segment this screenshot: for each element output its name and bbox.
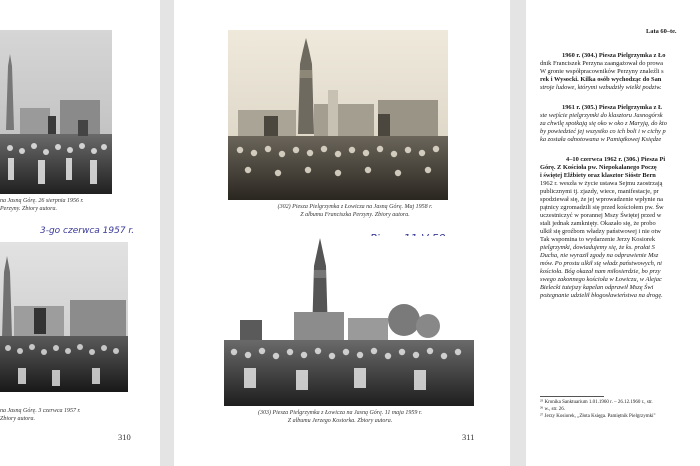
text-line: za chwilę spotkają się oko w oko z Maryją, do kto — [540, 120, 667, 127]
footnote: ²⁵ Kronika Sanktuarium 1.01.1960 r. – 26.12.1960 r., str. — [540, 400, 653, 405]
text-line: pątnicy zgromadzili się przed kościołem pw. Św — [540, 204, 664, 211]
footnote: ²⁶ w., str. 26. — [540, 407, 566, 412]
running-header: Lata 60–te. — [646, 28, 677, 35]
photo-pilgrimage-1958 — [228, 30, 448, 200]
gutter-right — [510, 0, 526, 466]
left-handwriting: 3-go czerwca 1957 r. — [40, 226, 135, 236]
footnote-rule — [540, 396, 604, 397]
left-caption-bottom: na Jasną Górę. 3 czerwca 1957 r. Zbiory autora. — [0, 408, 81, 422]
text-line: W gronie współpracowników Perzyny znaleźli s — [540, 68, 664, 75]
text-line: ka została odnotowana w Pamiątkowej Księdze — [540, 136, 662, 143]
text-line: pożegnanie udzielił błogosławieństwa na drogę. — [540, 292, 663, 299]
photo-pilgrimage-1956 — [0, 30, 112, 194]
middle-caption-top: (302) Piesza Pielgrzymka z Łowicza na Jasną Górę. Maj 1958 r. Z albumu Franciszka Perzyny. Zbiory autora. — [277, 204, 433, 218]
middle-caption-bottom: (303) Piesza Pielgrzymka z Łowicza na Jasną Górę. 11 maja 1959 r. Z albumu Jerzego Kosiorka. Zbiory autora. — [257, 410, 423, 424]
text-line: dnik Franciszek Perzyna zaangażował do prowa — [540, 60, 663, 67]
text-line: 1962 r. weszła w życie ustawa Sejmu zaostrzają — [540, 180, 663, 187]
gutter-left — [160, 0, 174, 466]
page-number-311: 311 — [462, 432, 475, 442]
text-line: Ducha, nie wyraził zgody na odprawienie Msz — [540, 252, 659, 259]
text-line: swego zakonnego kościoła w Łowiczu, w Alejac — [540, 276, 662, 283]
text-line: 4–10 czerwca 1962 r. (306.) Piesza Pi — [566, 156, 666, 163]
text-line: stroje ludowe, którymi wzbudziły wielki podziw. — [540, 84, 662, 91]
text-line: by powiedzieć jej wszystko co ich boli i w cichy p — [540, 128, 666, 135]
text-line: i świętej Elżbiety oraz klasztor Sióstr Bern — [540, 172, 656, 179]
text-line: pielgrzymki, dowiadujemy się, że ks. prałat S — [540, 244, 655, 251]
text-line: rek i Wysocki. Kilka osób wychodząc do San — [540, 76, 662, 83]
text-line: spodziewał się, że jej wprowadzenie wpłynie na — [540, 196, 663, 203]
text-line: mów. Po prostu ulkił się władz państwowych, ni — [540, 260, 662, 267]
text-line: kościoła. Bóg okazał nam miłosierdzie, bo przy — [540, 268, 661, 275]
text-line: 1961 r. (305.) Piesza Pielgrzymka z Ł — [562, 104, 663, 111]
left-page — [0, 0, 160, 466]
text-line: 1960 r. (304.) Piesza Pielgrzymka z Ło — [562, 52, 666, 59]
left-caption-top: na Jasną Górę. 26 sierpnia 1956 r. Perzyny. Zbiory autora. — [0, 198, 84, 212]
right-page — [526, 0, 700, 466]
page-number-310: 310 — [118, 432, 131, 442]
footnote: ²⁷ Jerzy Kosiorek, „Złota Księga. Pamiętnik Pielgrzymki" — [540, 414, 656, 419]
text-line: ste wejście pielgrzymki do klasztoru Jasnogórsk — [540, 112, 663, 119]
text-line: publicznymi tj. zjazdy, wiece, manifestacje, pr — [540, 188, 659, 195]
text-line: ulkił się groźbom władzy państwowej i nie otw — [540, 228, 661, 235]
photo-pilgrimage-1957 — [0, 242, 128, 392]
text-line: Górę. Z Kościoła pw. Niepokalanego Poczę — [540, 164, 657, 171]
text-line: Bielecki tutejszy kapelan odprawił Mszę Świ — [540, 284, 654, 291]
middle-page — [174, 0, 510, 466]
text-line: stali jednak zamknięty. Okazało się, że probo — [540, 220, 656, 227]
text-line: uczestniczyć w porannej Mszy Świętej przed w — [540, 212, 662, 219]
text-line: Tak wspomina to wydarzenie Jerzy Kosiorek — [540, 236, 656, 243]
photo-pilgrimage-1959 — [204, 236, 474, 406]
